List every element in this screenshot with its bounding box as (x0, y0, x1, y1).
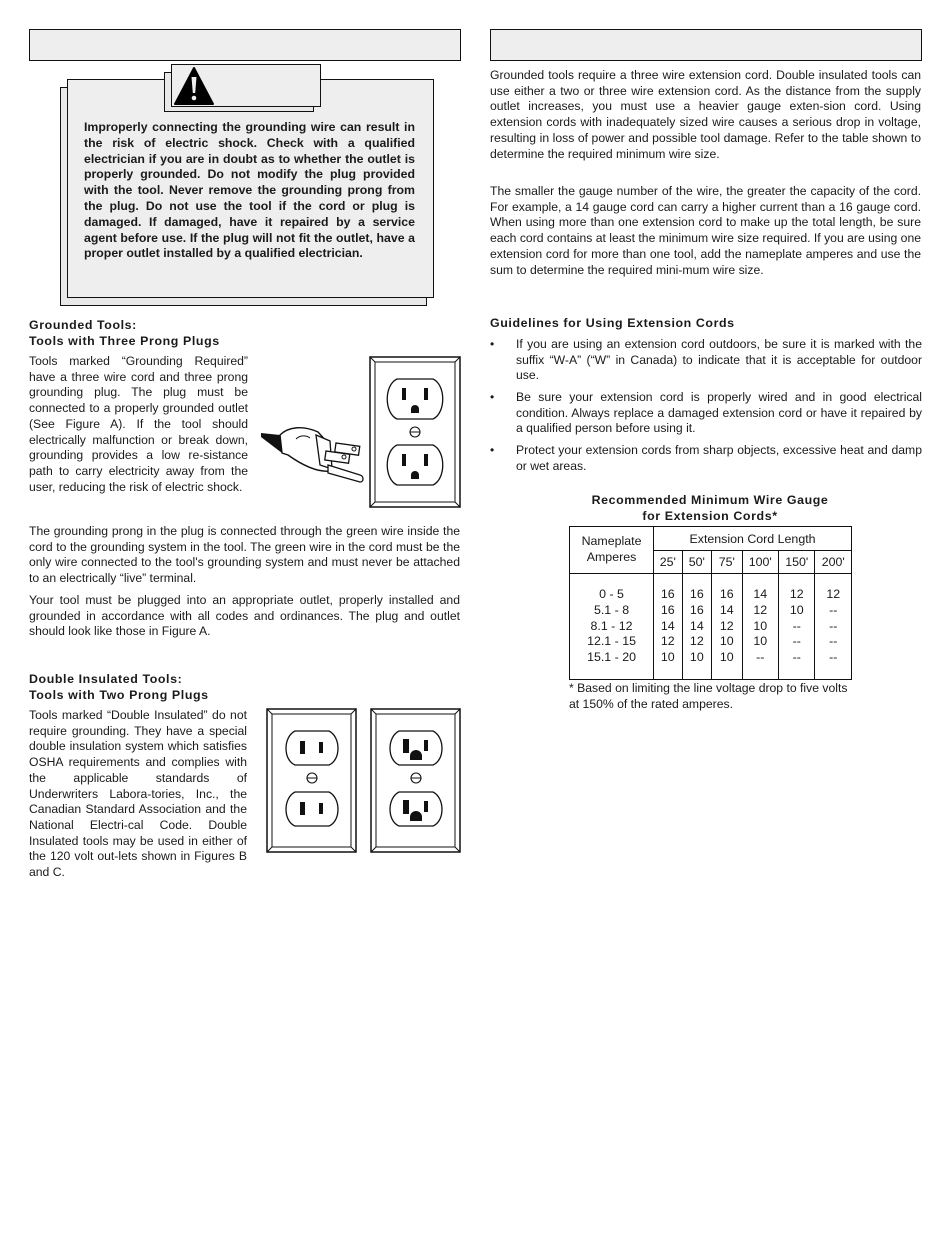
length-header-cell: 200' (815, 551, 852, 574)
gauge-cell: 12 (826, 587, 841, 601)
length-header-cell: 75' (712, 551, 742, 574)
guideline-text: Be sure your extension cord is properly wired and in good electrical condition. Always replace a damaged extension cord or have it repaired by a qualified person before using it. (516, 390, 922, 436)
grounded-tools-intro: Tools marked “Grounding Required” have a three wire cord and three prong grounding plug. The plug must be connected to a properly grounded outlet (See Figure A). If the tool should electrically malfunction or break down, grounding provides a low re-sistance path to carry electricity away from the user, reducing the risk of electric shock. (29, 354, 248, 494)
outlet-paragraph: Your tool must be plugged into an appropriate outlet, properly installed and grounded in accordance with all codes and ordinances. The plug and outlet should look like those in Figure A. (29, 593, 460, 639)
nameplate-header-line1: Nameplate (581, 534, 642, 549)
gauge-data-row (570, 574, 852, 680)
gauge-cell: -- (829, 602, 838, 617)
gauge-cell: 10 (719, 650, 734, 665)
double-insulated-body: Tools marked “Double Insulated” do not require grounding. They have a special double insulation system which satisfies OSHA requirements and complies with the applicable standards of Underwriters Labora-tories, Inc., the Canadian Standard Association and the National Electri-cal Code. Double Insulated tools may be used in either of the 120 volt out-lets shown in Figures B and C. (29, 708, 247, 880)
gauge-column (682, 574, 711, 680)
nameplate-amperes-header (570, 527, 654, 574)
figure-c-illustration (370, 708, 462, 854)
gauge-cell: -- (829, 634, 838, 649)
guideline-text: If you are using an extension cord outdoors, be sure it is marked with the suffix “W-A” (“W” in Canada) to indicate that it is acceptable for outdoor use. (516, 337, 922, 383)
gauge-cell: 16 (719, 587, 734, 601)
warning-triangle-icon (173, 66, 215, 111)
gauge-cell: 14 (719, 602, 734, 617)
gauge-cell: 12 (660, 634, 675, 649)
guideline-text: Protect your extension cords from sharp objects, excessive heat and damp or wet areas. (516, 443, 922, 473)
gauge-cell: 14 (753, 587, 768, 601)
gauge-cell: 10 (660, 650, 675, 665)
amperes-cell: 5.1 - 8 (593, 602, 630, 617)
gauge-cell: 12 (719, 618, 734, 633)
gauge-column (779, 574, 815, 680)
gauge-cell: 14 (660, 618, 675, 633)
amperes-cell: 15.1 - 20 (587, 650, 636, 665)
amperes-cell: 0 - 5 (599, 587, 624, 601)
guideline-item (490, 337, 922, 384)
guideline-item (490, 390, 922, 437)
table-footnote: * Based on limiting the line voltage drop to five volts at 150% of the rated amperes. (569, 681, 848, 711)
double-insulated-heading-line1: Double Insulated Tools: (29, 672, 183, 686)
figure-a-plug-and-outlet (258, 355, 463, 510)
gauge-cell: 10 (753, 634, 768, 649)
guidelines-list (490, 337, 922, 477)
gauge-column (712, 574, 742, 680)
guidelines-heading: Guidelines for Using Extension Cords (490, 316, 735, 330)
warning-tab (171, 64, 321, 107)
wire-gauge-table-title-line1: Recommended Minimum Wire Gauge (591, 493, 829, 507)
amperes-cell: 8.1 - 12 (590, 618, 633, 633)
gauge-cell: -- (792, 634, 801, 649)
amperes-column (570, 574, 654, 680)
gauge-cell: 12 (689, 634, 704, 649)
figure-c-three-prong-outlet (370, 708, 462, 854)
double-insulated-heading-line2: Tools with Two Prong Plugs (29, 688, 209, 702)
extension-cord-paragraph-2: The smaller the gauge number of the wire, the greater the capacity of the cord. For example, a 14 gauge cord can carry a higher current than a 16 gauge cord. When using more than one extension cord to make up the total length, be sure each cord contains at least the minimum wire size required. If you are using one extension cord for more than one tool, add the nameplate amperes and use the sum to determine the required mini-mum wire size. (490, 184, 921, 277)
gauge-column (742, 574, 778, 680)
gauge-cell: 16 (660, 602, 675, 617)
gauge-cell: 10 (753, 618, 768, 633)
gauge-cell: 16 (689, 587, 704, 601)
grounded-tools-heading (29, 317, 329, 349)
extension-cord-length-header: Extension Cord Length (654, 527, 852, 551)
gauge-column (654, 574, 683, 680)
gauge-cell: -- (792, 618, 801, 633)
grounding-prong-paragraph: The grounding prong in the plug is connected through the green wire inside the cord to the grounding system in the tool. The green wire in the cord must be the only wire connected to the tool's grounding system and must never be attached to an electrically “live” terminal. (29, 524, 460, 586)
right-section-header (490, 29, 922, 61)
warning-text: Improperly connecting the grounding wire can result in the risk of electric shock. Check with a qualified electrician if you are in doubt as to whether the outlet is properly grounded. Do not modify the plug provided with the tool. Never remove the grounding prong from the plug. Do not use the tool if the cord or plug is damaged. If damaged, have it repaired by a service agent before use. If the plug will not fit the outlet, have a proper outlet installed by a qualified electrician. (84, 120, 415, 261)
bullet-icon: • (490, 443, 495, 457)
gauge-cell: -- (756, 650, 765, 665)
length-header-cell: 100' (742, 551, 778, 574)
nameplate-header-line2: Amperes (586, 550, 637, 564)
gauge-cell: -- (829, 618, 838, 633)
amperes-cell: 12.1 - 15 (587, 634, 636, 649)
wire-gauge-table (569, 526, 852, 680)
gauge-cell: 16 (660, 587, 675, 601)
gauge-cell: 12 (789, 587, 804, 601)
figure-b-two-prong-outlet (266, 708, 358, 854)
gauge-cell: -- (829, 650, 838, 665)
length-header-cell: 150' (779, 551, 815, 574)
extension-cord-paragraph-1: Grounded tools require a three wire extension cord. Double insulated tools can use either a two or three wire extension cord. As the distance from the supply outlet increases, you must use a heavier gauge exten-sion cord. Using extension cords with inadequately sized wire causes a serious drop in voltage, resulting in loss of power and possible tool damage. Refer to the table shown to determine the required minimum wire size. (490, 68, 921, 161)
gauge-cell: 16 (689, 602, 704, 617)
gauge-cell: -- (792, 650, 801, 665)
figure-a-illustration (258, 355, 463, 510)
gauge-cell: 10 (719, 634, 734, 649)
bullet-icon: • (490, 337, 495, 351)
grounded-tools-heading-line1: Grounded Tools: (29, 318, 137, 332)
double-insulated-heading (29, 671, 329, 703)
guideline-item (490, 443, 922, 474)
gauge-cell: 10 (789, 602, 804, 617)
gauge-cell: 14 (689, 618, 704, 633)
left-section-header (29, 29, 461, 61)
wire-gauge-table-title-line2: for Extension Cords* (642, 509, 778, 523)
length-header-cell: 25' (654, 551, 683, 574)
gauge-cell: 10 (689, 650, 704, 665)
gauge-column (815, 574, 852, 680)
gauge-cell: 12 (753, 602, 768, 617)
wire-gauge-table-title (560, 492, 860, 524)
length-header-cell: 50' (682, 551, 711, 574)
bullet-icon: • (490, 390, 495, 404)
grounded-tools-heading-line2: Tools with Three Prong Plugs (29, 334, 220, 348)
figure-b-illustration (266, 708, 358, 854)
